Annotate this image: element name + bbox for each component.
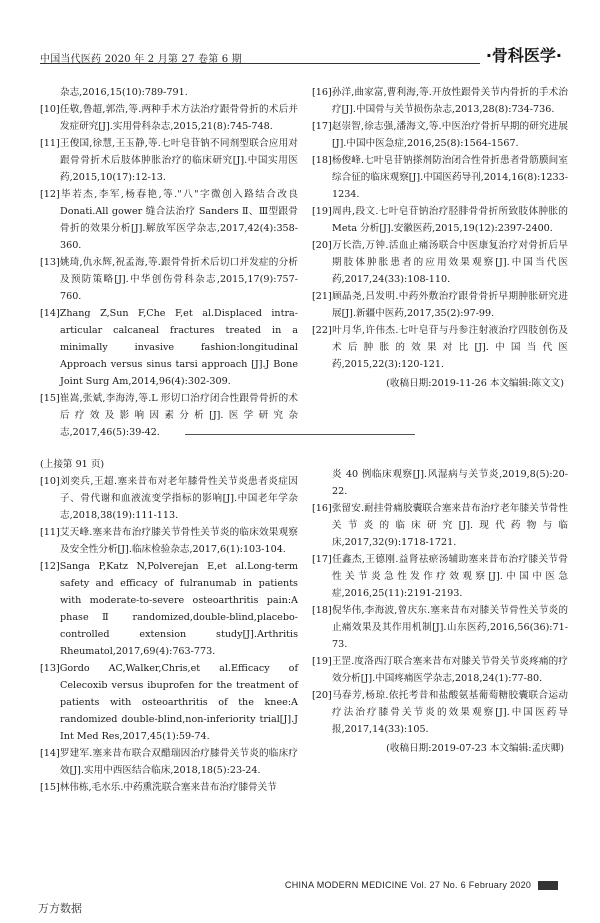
reference-column-top-right [312, 84, 568, 392]
reference-entry: [14]罗建军.塞来昔布联合双醋瑞因治疗膝骨关节炎的临床疗效[J].实用中西医结合临床,2018,18(5):23-24. [40, 748, 298, 776]
watermark: 万方数据 [38, 902, 82, 915]
reference-entry: [19]王罡.度洛西汀联合塞来昔布对膝关节骨关节炎疼痛的疗效分析[J].中国疼痛医学杂志,2018,24(1):77-80. [312, 656, 568, 684]
reference-entry: [22]叶月华,许伟杰.七叶皂苷与丹参注射液治疗四肢创伤及术后肿胀的效果对比[J].中国当代医药,2015,22(3):120-121. [312, 325, 568, 370]
reference-entry: [10]任敬,鲁超,郭浩,等.两种手术方法治疗跟骨骨折的术后并发症研究[J].实用骨科杂志,2015,21(8):745-748. [40, 104, 298, 132]
reference-entry: [17]赵崇智,徐志强,潘海文,等.中医治疗骨折早期的研究进展[J].中国中医急症,2016,25(8):1564-1567. [312, 121, 568, 149]
reference-entry: [18]杨俊峰.七叶皂苷钠搽剂防治闭合性骨折患者骨筋膜间室综合征的临床观察[J].中国医药导刊,2014,16(8):1233-1234. [312, 155, 568, 200]
reference-entry: [12]毕若杰,李军,杨春艳,等."八"字微创入路结合改良Donati.All gower 缝合法治疗 Sanders Ⅱ、Ⅲ型跟骨骨折的效果分析[J].解放军医学杂志,2017,42(4):358-360. [40, 189, 298, 251]
reference-entry: [11]艾天峰.塞来昔布治疗膝关节骨性关节炎的临床效果观察及安全性分析[J].临床检验杂志,2017,6(1):103-104. [40, 527, 298, 555]
reference-entry: [15]崔嵩,张斌,李海涛,等.L 形切口治疗闭合性跟骨骨折的术后疗效及影响因素分析[J].医学研究杂志,2017,46(5):39-42. [40, 393, 298, 438]
reference-entry: [14]Zhang Z,Sun F,Che F,et al.Displaced intra-articular calcaneal fractures treated in a minimally invasive fashion:longitudinal Approach versus sinus tarsi approach [J].J Bone Joint Surg Am,2014,96(4):302-309. [40, 308, 298, 387]
reference-entry: [16]张留安.耐挂骨痛胶囊联合塞来昔布治疗老年膝关节骨性关节炎的临床研究[J].现代药物与临床,2017,32(9):1718-1721. [312, 503, 568, 548]
reference-entry: [12]Sanga P,Katz N,Polverejan E,et al.Long-term safety and efficacy of fulranumab in patients with moderate-to-severe osteoarthritis pain:A phase Ⅱ randomized,double-blind,placebo-controlled extension study[J].Arthritis Rheumatol,2017,69(4):763-773. [40, 561, 298, 657]
page-header-journal-info: 中国当代医药 2020 年 2 月第 27 卷第 6 期 [40, 54, 242, 65]
page-header-section: ·骨科医学· [485, 46, 562, 65]
page-footer-text: CHINA MODERN MEDICINE Vol. 27 No. 6 February 2020 [284, 880, 532, 890]
received-date-note: (收稿日期:2019-07-23 本文编辑:孟庆卿) [386, 743, 564, 754]
reference-entry: 杂志,2016,15(10):789-791. [60, 87, 188, 98]
reference-entry: [13]Gordo AC,Walker,Chris,et al.Efficacy of Celecoxib versus ibuprofen for the treatment of patients with osteoarthritis of the knee:A randomized double-blind,non-inferiority trial[J].J Int Med Res,2017,45(1):59-74. [40, 663, 298, 742]
reference-entry: [21]顾晶尧,吕发明.中药外敷治疗跟骨骨折早期肿胀研究进展[J].新疆中医药,2017,35(2):97-99. [312, 291, 568, 319]
section-divider [185, 434, 415, 435]
received-date-note: (收稿日期:2019-11-26 本文编辑:陈文文) [386, 378, 564, 389]
header-rule [40, 63, 480, 64]
reference-entry: [20]马春芳,杨琼.依托考昔和盐酸氨基葡萄糖胶囊联合运动疗法治疗膝骨关节炎的效果观察[J].中国医药导报,2017,14(33):105. [312, 690, 568, 735]
page-footer [285, 880, 558, 890]
reference-entry: [10]刘奕兵,王超.塞来昔布对老年膝骨性关节炎患者炎症因子、骨代谢和血液流变学指标的影响[J].中国老年学杂志,2018,38(19):111-113. [40, 476, 298, 521]
reference-entry: [20]万长浩,万钟.活血止痛汤联合中医康复治疗对骨折后早期肢体肿胀患者的应用效果观察[J].中国当代医药,2017,24(33):108-110. [312, 240, 568, 285]
reference-column-bottom-right [312, 466, 568, 757]
reference-entry: [19]周冉,段文.七叶皂苷钠治疗胫腓骨骨折所致肢体肿胀的 Meta 分析[J].安徽医药,2015,19(12):2397-2400. [312, 206, 568, 234]
reference-entry: [16]孙洋,曲家富,曹利海,等.开放性跟骨关节内骨折的手术治疗[J].中国骨与关节损伤杂志,2013,28(8):734-736. [312, 87, 568, 115]
reference-entry: [15]林伟栋,毛水乐.中药熏洗联合塞来昔布治疗膝骨关节 [40, 782, 277, 793]
continued-from-note: (上接第 91 页) [40, 459, 105, 470]
reference-entry: [17]任鑫杰,王德刚.益肾祛瘀汤辅助塞来昔布治疗膝关节骨性关节炎急性发作疗效观察[J].中国中医急症,2016,25(11):2191-2193. [312, 554, 568, 599]
reference-column-top-left [40, 84, 298, 441]
page-number-block [538, 881, 558, 890]
reference-entry: 炎 40 例临床观察[J].风湿病与关节炎,2019,8(5):20-22. [332, 469, 568, 497]
reference-entry: [11]王俊国,徐慧,王玉静,等.七叶皂苷钠不同剂型联合应用对跟骨骨折术后肢体肿胀治疗的临床研究[J].中国实用医药,2015,10(17):12-13. [40, 138, 298, 183]
reference-column-bottom-left [40, 456, 298, 796]
reference-entry: [13]姚琦,仇永辉,祝孟海,等.跟骨骨折术后切口并发症的分析及预防策略[J].中华创伤骨科杂志,2015,17(9):757-760. [40, 257, 298, 302]
reference-entry: [18]倪华伟,李海波,曾庆东.塞来昔布对膝关节骨性关节炎的止痛效果及其作用机制[J].山东医药,2016,56(36):71-73. [312, 605, 568, 650]
